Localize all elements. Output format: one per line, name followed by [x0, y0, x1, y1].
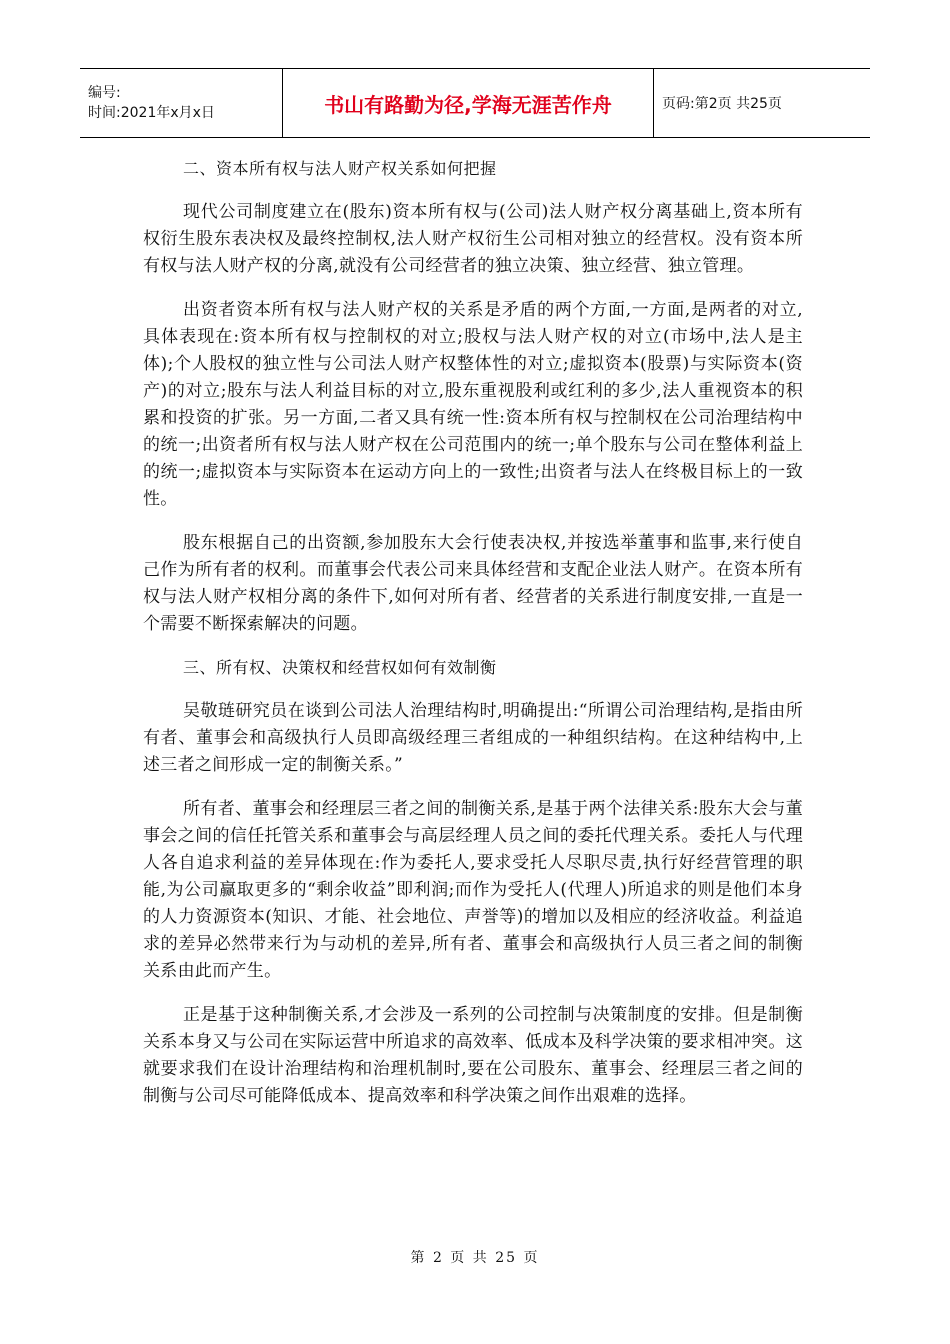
document-time-label: 时间:2021年x月x日 [88, 105, 215, 121]
header-page-cell [654, 69, 870, 137]
section-heading: 三、所有权、决策权和经营权如何有效制衡 [183, 658, 497, 677]
body-paragraph: 吴敬琏研究员在谈到公司法人治理结构时,明确提出:“所谓公司治理结构,是指由所有者、董事会和高级执行人员即高级经理三者组成的一种组织结构。在这种结构中,上述三者之间形成一定的制衡关系。” [143, 701, 803, 775]
page-header [80, 68, 870, 138]
document-body [143, 156, 803, 1127]
body-paragraph: 出资者资本所有权与法人财产权的关系是矛盾的两个方面,一方面,是两者的对立,具体表现在:资本所有权与控制权的对立;股权与法人财产权的对立(市场中,法人是主体);个人股权的独立性与公司法人财产权整体性的对立;虚拟资本(股票)与实际资本(资产)的对立;股东与法人利益目标的对立,股东重视股利或红利的多少,法人重视资本的积累和投资的扩张。另一方面,二者又具有统一性:资本所有权与控制权在公司治理结构中的统一;出资者所有权与法人财产权在公司范围内的统一;单个股东与公司在整体利益上的统一;虚拟资本与实际资本在运动方向上的一致性;出资者与法人在终极目标上的一致性。 [143, 300, 803, 509]
page-footer: 第 2 页 共 25 页 [410, 1250, 540, 1266]
header-motto-cell [282, 69, 654, 137]
body-paragraph: 正是基于这种制衡关系,才会涉及一系列的公司控制与决策制度的安排。但是制衡关系本身又与公司在实际运营中所追求的高效率、低成本及科学决策的要求相冲突。这就要求我们在设计治理结构和治理机制时,要在公司股东、董事会、经理层三者之间的制衡与公司尽可能降低成本、提高效率和科学决策之间作出艰难的选择。 [143, 1005, 803, 1106]
section-heading: 二、资本所有权与法人财产权关系如何把握 [183, 159, 497, 178]
header-page-number: 页码:第2页 共25页 [662, 96, 782, 112]
body-paragraph: 所有者、董事会和经理层三者之间的制衡关系,是基于两个法律关系:股东大会与董事会之间的信任托管关系和董事会与高层经理人员之间的委托代理关系。委托人与代理人各自追求利益的差异体现在:作为委托人,要求受托人尽职尽责,执行好经营管理的职能,为公司赢取更多的“剩余收益”即利润;而作为受托人(代理人)所追求的则是他们本身的人力资源资本(知识、才能、社会地位、声誉等)的增加以及相应的经济收益。利益追求的差异必然带来行为与动机的差异,所有者、董事会和高级执行人员三者之间的制衡关系由此而产生。 [143, 799, 803, 981]
document-number-label: 编号: [88, 85, 121, 101]
header-meta [80, 69, 282, 137]
body-paragraph: 股东根据自己的出资额,参加股东大会行使表决权,并按选举董事和监事,来行使自己作为所有者的权利。而董事会代表公司来具体经营和支配企业法人财产。在资本所有权与法人财产权相分离的条件下,如何对所有者、经营者的关系进行制度安排,一直是一个需要不断探索解决的问题。 [143, 533, 803, 634]
body-paragraph: 现代公司制度建立在(股东)资本所有权与(公司)法人财产权分离基础上,资本所有权衍生股东表决权及最终控制权,法人财产权衍生公司相对独立的经营权。没有资本所有权与法人财产权的分离,就没有公司经营者的独立决策、独立经营、独立管理。 [143, 202, 803, 276]
header-motto: 书山有路勤为径,学海无涯苦作舟 [324, 92, 612, 117]
